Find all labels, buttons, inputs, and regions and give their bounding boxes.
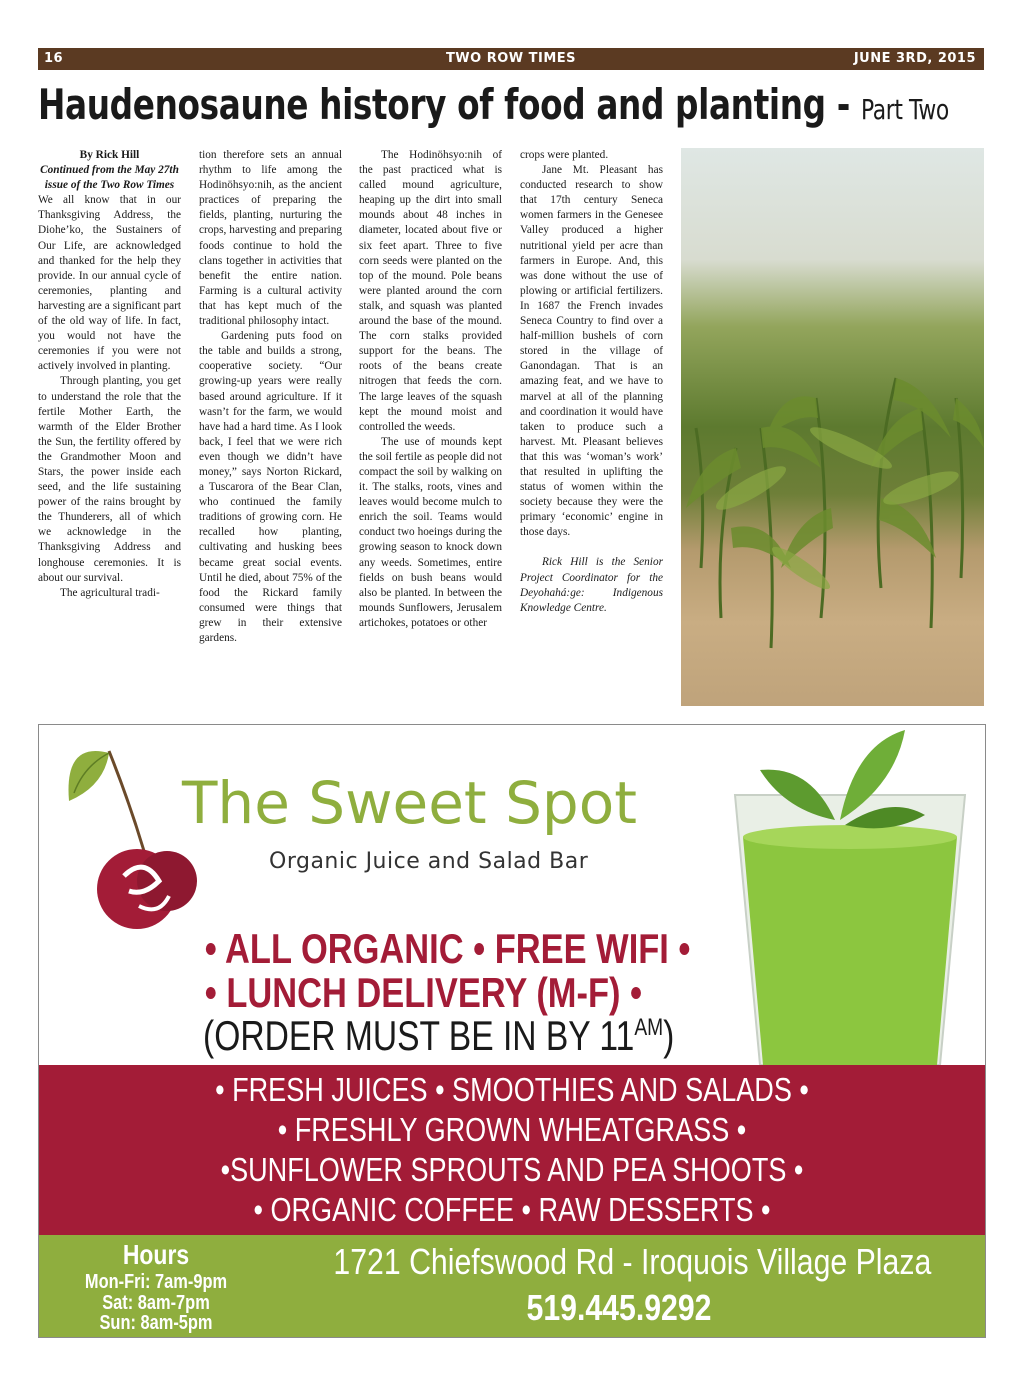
paragraph: tion therefore sets an annual rhythm to life among the Hodinöhsyo:nih, as the ancient practices of preparing the fields, planting, nurturing the crops, harvesting and preparing foods continue to hold the clans together in activities that benefit the entire nation. Farming is a cultural activity that has kept much of the traditional philosophy intact. [199,149,342,328]
business-address: 1721 Chiefswood Rd - Iroquois Village Plaza [333,1241,932,1282]
offering-line: • ORGANIC COFFEE • RAW DESSERTS • [253,1191,771,1228]
hours-title: Hours [122,1239,190,1270]
offerings-band [39,1065,985,1235]
order-deadline-sup: AM [634,1014,664,1041]
headline-main: Haudenosaune history of food and planting - [38,80,850,129]
author-bio: Rick Hill is the Senior Project Coordinator for the Deyohahá:ge: Indigenous Knowledge Centre. [520,556,663,614]
contact-band [39,1235,985,1337]
paragraph: The Hodinöhsyo:nih of the past practiced what is called mound agriculture, heaping up the dirt into small mounds about 48 inches in diameter, located about five or six feet apart. Three to five corn seeds were planted on the top of the mound. Pole beans were planted around the corn stalk, and squash was planted around the base of the mound. The corn stalks provided support for the beans. The roots of the beans create nitrogen that feeds the corn. The large leaves of the squash kept the mound moist and controlled the weeds. [359,149,502,433]
paragraph: The use of mounds kept the soil fertile as people did not compact the soil by walking on it. The stalks, roots, vines and leaves would become mulch to enrich the soil. Teams would conduct two hoeings during the growing season to knock down any weeds. Sometimes, entire fields on bush beans would also be planted. In between the mounds Sunflowers, Jerusalem artichokes, potatoes or other [359,435,502,629]
hours-line: Mon-Fri: 7am-9pm [84,1271,228,1293]
continued-note: Continued from the May 27th issue of the Two Row Times [40,164,179,192]
paragraph: Jane Mt. Pleasant has conducted research to show that 17th century Seneca women farmers in the Genesee Valley produced a higher nutritional yield per acre than farmers in Europe. And, this was done without the use of plowing or artificial fertilizers. In 1687 the French invades Seneca Country to find over a half-million bushels of corn stored in the village of Ganondagan. That is an amazing feat, and we have to marvel at all of the planning and coordination it would have taken to produce such a harvest. Mt. Pleasant believes that this was ‘woman’s work’ that resulted in uplifting the status of women within the society because they were the primary ‘economic’ engine in those days. [520,164,663,539]
page-number: 16 [44,51,64,66]
article-column-4 [520,148,663,616]
article-column-3 [359,148,502,631]
article-headline [38,80,949,129]
paragraph: Gardening puts food on the table and builds a strong, cooperative society. “Our growing-up years were really based around agriculture. If it wasn’t for the farm, we would have had a hard time. As I look back, I feel that we were rich even though we didn’t have money,” says Norton Rickard, a Tuscarora of the Bear Clan, who continued the family traditions of growing corn. He recalled how planting, cultivating and husking bees became great social events. Until he died, about 75% of the food the Rickard family consumed were things that grew in their extensive gardens. [199,330,342,644]
business-phone: 519.445.9292 [526,1287,712,1328]
ad-feature-line-2: • LUNCH DELIVERY (M-F) • [204,969,643,1016]
ad-order-deadline [203,1012,675,1060]
newspaper-name: TWO ROW TIMES [445,51,577,66]
byline: By Rick Hill [79,149,140,161]
offering-line: • FRESH JUICES • SMOOTHIES AND SALADS • [215,1071,809,1108]
offering-line: • FRESHLY GROWN WHEATGRASS • [277,1111,747,1148]
business-tagline: Organic Juice and Salad Bar [269,849,589,874]
article-column-2 [199,148,342,646]
headline-part: Part Two [860,93,949,126]
ad-feature-line-1: • ALL ORGANIC • FREE WIFI • [204,925,691,972]
corn-field-photo [681,148,984,706]
order-deadline-text: (ORDER MUST BE IN BY 11 [203,1012,635,1059]
hours-line: Sun: 8am-5pm [99,1312,213,1334]
corn-plants-illustration [681,148,984,706]
hours-line: Sat: 8am-7pm [102,1292,210,1314]
business-name: The Sweet Spot [182,769,637,837]
sweet-spot-advertisement [38,724,986,1338]
paragraph: The agricultural tradi- [60,586,160,599]
paragraph: Through planting, you get to understand the role that the fertile Mother Earth, the warmth of the Elder Brother the Sun, the fertility offered by the Grandmother Moon and Stars, the power inside each seed, and the life sustaining power of the rains brought by the Thunderers, all of which we acknowledge in the Thanksgiving Address and longhouse ceremonies. It is about our survival. [38,375,181,584]
paragraph: crops were planted. [520,149,609,161]
paragraph: We all know that in our Thanksgiving Address, the Diohe’ko, the Sustainers of Our Life, are acknowledged and thanked for the help they provide. In our annual cycle of ceremonies, planting and harvesting are a significant part of the old way of life. In fact, you would not have the ceremonies if you were not actively involved in planting. [38,194,181,373]
order-deadline-close: ) [663,1012,675,1059]
green-smoothie-glass-icon [715,725,985,1065]
article-column-1 [38,148,181,601]
page-header-bar [38,48,984,70]
offering-line: •SUNFLOWER SPROUTS AND PEA SHOOTS • [220,1151,804,1188]
issue-date: JUNE 3RD, 2015 [853,51,976,66]
